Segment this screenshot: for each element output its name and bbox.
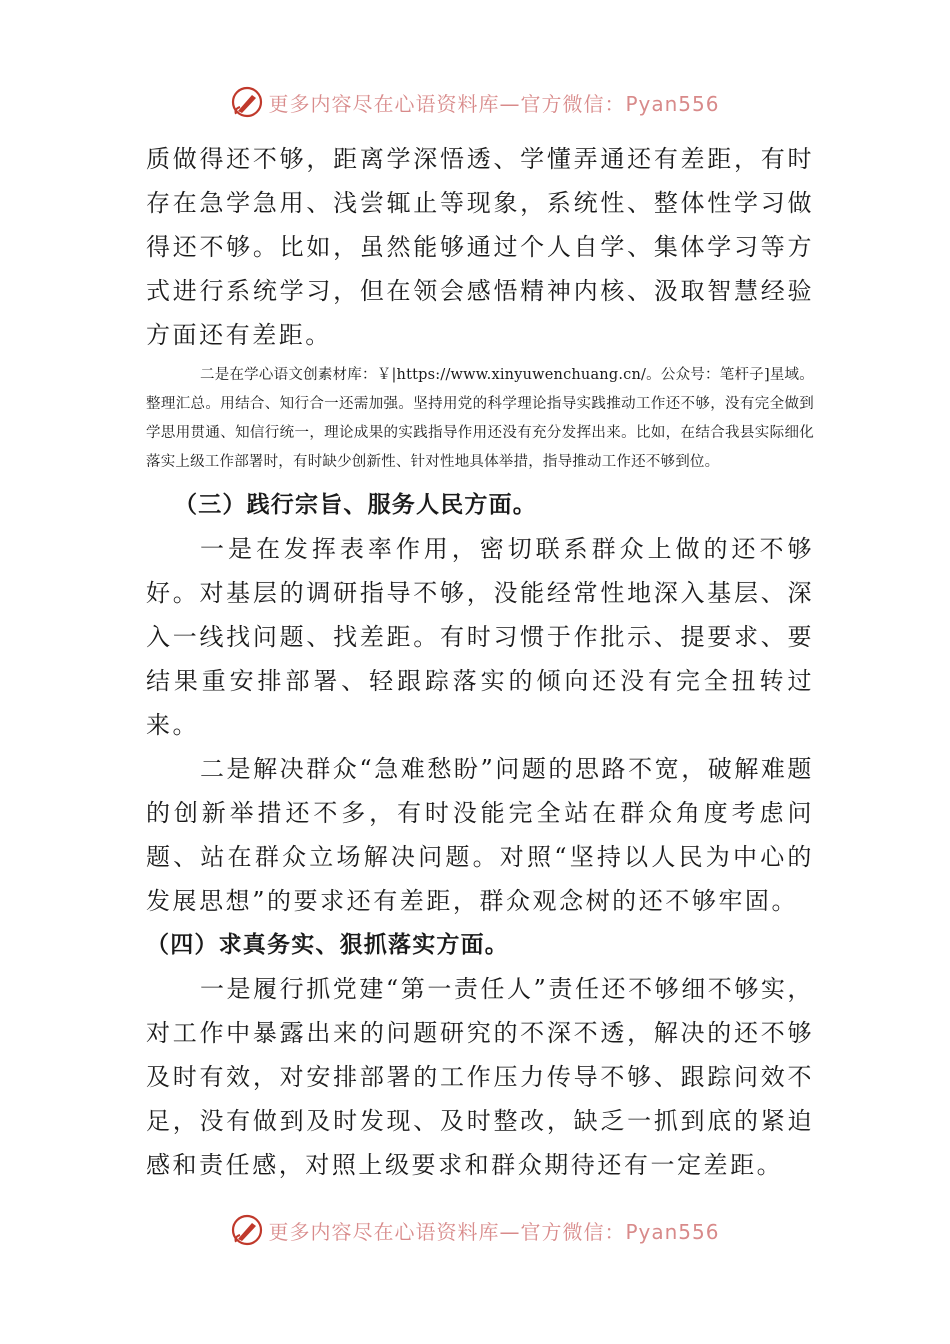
pen-nib-logo-icon	[230, 85, 264, 119]
pen-nib-logo-icon	[230, 1213, 264, 1247]
document-body	[146, 137, 814, 1187]
paragraph-2: 二是在学心语文创素材库：￥|https://www.xinyuwenchuang.cn/。公众号：笔杆子]星域。整理汇总。用结合、知行合一还需加强。坚持用党的科学理论指导实践推动工作还不够，没有完全做到学思用贯通、知信行统一，理论成果的实践指导作用还没有充分发挥出来。比如，在结合我县实际细化落实上级工作部署时，有时缺少创新性、针对性地具体举措，指导推动工作还不够到位。	[146, 367, 814, 470]
footer-banner-text: 更多内容尽在心语资料库—官方微信：Pyan556	[268, 1219, 720, 1244]
paragraph-5: 一是履行抓党建“第一责任人”责任还不够细不够实，对工作中暴露出来的问题研究的不深不透，解决的还不够及时有效，对安排部署的工作压力传导不够、跟踪问效不足，没有做到及时发现、及时整改，缺乏一抓到底的紧迫感和责任感，对照上级要求和群众期待还有一定差距。	[146, 975, 814, 1179]
section-heading-4: （四）求真务实、狠抓落实方面。	[146, 932, 509, 958]
header-banner-text: 更多内容尽在心语资料库—官方微信：Pyan556	[268, 91, 720, 116]
paragraph-4: 二是解决群众“急难愁盼”问题的思路不宽，破解难题的创新举措还不多，有时没能完全站在群众角度考虑问题、站在群众立场解决问题。对照“坚持以人民为中心的发展思想”的要求还有差距，群众观念树的还不够牢固。	[146, 755, 814, 915]
paragraph-3: 一是在发挥表率作用，密切联系群众上做的还不够好。对基层的调研指导不够，没能经常性地深入基层、深入一线找问题、找差距。有时习惯于作批示、提要求、要结果重安排部署、轻跟踪落实的倾向还没有完全扭转过来。	[146, 535, 814, 739]
header-banner	[0, 82, 950, 122]
section-heading-3: （三）践行宗旨、服务人民方面。	[174, 492, 537, 518]
paragraph-1: 质做得还不够，距离学深悟透、学懂弄通还有差距，有时存在急学急用、浅尝辄止等现象，系统性、整体性学习做得还不够。比如，虽然能够通过个人自学、集体学习等方式进行系统学习，但在领会感悟精神内核、汲取智慧经验方面还有差距。	[146, 145, 814, 349]
footer-banner	[0, 1210, 950, 1250]
